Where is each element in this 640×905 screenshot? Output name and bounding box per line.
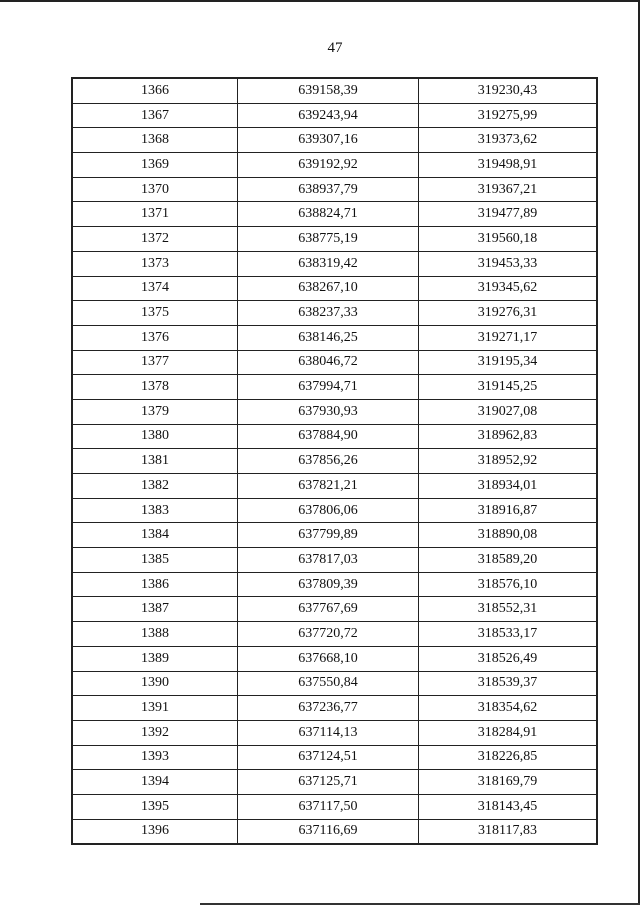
y-coordinate-cell: 318143,45 <box>419 794 598 819</box>
x-coordinate-cell: 638267,10 <box>238 276 419 301</box>
point-number-cell: 1387 <box>72 597 238 622</box>
x-coordinate-cell: 637668,10 <box>238 646 419 671</box>
point-number-cell: 1377 <box>72 350 238 375</box>
y-coordinate-cell: 318533,17 <box>419 622 598 647</box>
y-coordinate-cell: 318589,20 <box>419 548 598 573</box>
table-row <box>72 523 597 548</box>
point-number-cell: 1378 <box>72 375 238 400</box>
x-coordinate-cell: 637550,84 <box>238 671 419 696</box>
x-coordinate-cell: 637236,77 <box>238 696 419 721</box>
x-coordinate-cell: 637124,51 <box>238 745 419 770</box>
y-coordinate-cell: 319276,31 <box>419 301 598 326</box>
coordinates-table <box>71 77 598 845</box>
table-row <box>72 597 597 622</box>
y-coordinate-cell: 318952,92 <box>419 449 598 474</box>
table-row <box>72 548 597 573</box>
y-coordinate-cell: 318284,91 <box>419 720 598 745</box>
table-row <box>72 819 597 844</box>
x-coordinate-cell: 637125,71 <box>238 770 419 795</box>
x-coordinate-cell: 638824,71 <box>238 202 419 227</box>
y-coordinate-cell: 318169,79 <box>419 770 598 795</box>
table-row <box>72 128 597 153</box>
x-coordinate-cell: 637930,93 <box>238 399 419 424</box>
table-row <box>72 474 597 499</box>
table-row <box>72 720 597 745</box>
table-row <box>72 622 597 647</box>
y-coordinate-cell: 318552,31 <box>419 597 598 622</box>
point-number-cell: 1396 <box>72 819 238 844</box>
point-number-cell: 1384 <box>72 523 238 548</box>
point-number-cell: 1372 <box>72 227 238 252</box>
x-coordinate-cell: 639158,39 <box>238 78 419 103</box>
point-number-cell: 1395 <box>72 794 238 819</box>
table-row <box>72 646 597 671</box>
table-row <box>72 572 597 597</box>
point-number-cell: 1389 <box>72 646 238 671</box>
table-row <box>72 399 597 424</box>
y-coordinate-cell: 319373,62 <box>419 128 598 153</box>
table-row <box>72 325 597 350</box>
point-number-cell: 1366 <box>72 78 238 103</box>
x-coordinate-cell: 637821,21 <box>238 474 419 499</box>
y-coordinate-cell: 319453,33 <box>419 251 598 276</box>
point-number-cell: 1392 <box>72 720 238 745</box>
x-coordinate-cell: 637720,72 <box>238 622 419 647</box>
x-coordinate-cell: 638237,33 <box>238 301 419 326</box>
point-number-cell: 1386 <box>72 572 238 597</box>
y-coordinate-cell: 319195,34 <box>419 350 598 375</box>
y-coordinate-cell: 318526,49 <box>419 646 598 671</box>
table-row <box>72 794 597 819</box>
point-number-cell: 1369 <box>72 153 238 178</box>
point-number-cell: 1379 <box>72 399 238 424</box>
point-number-cell: 1380 <box>72 424 238 449</box>
x-coordinate-cell: 637856,26 <box>238 449 419 474</box>
table-row <box>72 227 597 252</box>
y-coordinate-cell: 319367,21 <box>419 177 598 202</box>
point-number-cell: 1388 <box>72 622 238 647</box>
x-coordinate-cell: 637767,69 <box>238 597 419 622</box>
table-row <box>72 745 597 770</box>
y-coordinate-cell: 319345,62 <box>419 276 598 301</box>
scan-border-top <box>0 0 640 2</box>
coordinates-table-body <box>72 78 597 844</box>
y-coordinate-cell: 319027,08 <box>419 399 598 424</box>
table-row <box>72 177 597 202</box>
point-number-cell: 1375 <box>72 301 238 326</box>
x-coordinate-cell: 637799,89 <box>238 523 419 548</box>
point-number-cell: 1368 <box>72 128 238 153</box>
point-number-cell: 1391 <box>72 696 238 721</box>
point-number-cell: 1382 <box>72 474 238 499</box>
table-row <box>72 770 597 795</box>
point-number-cell: 1394 <box>72 770 238 795</box>
point-number-cell: 1370 <box>72 177 238 202</box>
table-row <box>72 301 597 326</box>
table-row <box>72 696 597 721</box>
point-number-cell: 1385 <box>72 548 238 573</box>
x-coordinate-cell: 637809,39 <box>238 572 419 597</box>
y-coordinate-cell: 319477,89 <box>419 202 598 227</box>
y-coordinate-cell: 318354,62 <box>419 696 598 721</box>
x-coordinate-cell: 637117,50 <box>238 794 419 819</box>
y-coordinate-cell: 319275,99 <box>419 103 598 128</box>
table-row <box>72 202 597 227</box>
y-coordinate-cell: 318916,87 <box>419 498 598 523</box>
x-coordinate-cell: 637806,06 <box>238 498 419 523</box>
table-row <box>72 251 597 276</box>
point-number-cell: 1383 <box>72 498 238 523</box>
y-coordinate-cell: 318934,01 <box>419 474 598 499</box>
y-coordinate-cell: 318890,08 <box>419 523 598 548</box>
point-number-cell: 1376 <box>72 325 238 350</box>
x-coordinate-cell: 637114,13 <box>238 720 419 745</box>
point-number-cell: 1381 <box>72 449 238 474</box>
table-row <box>72 449 597 474</box>
point-number-cell: 1374 <box>72 276 238 301</box>
x-coordinate-cell: 638775,19 <box>238 227 419 252</box>
x-coordinate-cell: 638146,25 <box>238 325 419 350</box>
x-coordinate-cell: 638046,72 <box>238 350 419 375</box>
point-number-cell: 1373 <box>72 251 238 276</box>
x-coordinate-cell: 639192,92 <box>238 153 419 178</box>
y-coordinate-cell: 318576,10 <box>419 572 598 597</box>
x-coordinate-cell: 639307,16 <box>238 128 419 153</box>
x-coordinate-cell: 638937,79 <box>238 177 419 202</box>
y-coordinate-cell: 319230,43 <box>419 78 598 103</box>
table-row <box>72 424 597 449</box>
table-row <box>72 103 597 128</box>
x-coordinate-cell: 637116,69 <box>238 819 419 844</box>
table-row <box>72 78 597 103</box>
table-row <box>72 276 597 301</box>
table-row <box>72 153 597 178</box>
x-coordinate-cell: 638319,42 <box>238 251 419 276</box>
y-coordinate-cell: 319271,17 <box>419 325 598 350</box>
y-coordinate-cell: 318539,37 <box>419 671 598 696</box>
point-number-cell: 1371 <box>72 202 238 227</box>
table-row <box>72 671 597 696</box>
x-coordinate-cell: 639243,94 <box>238 103 419 128</box>
point-number-cell: 1390 <box>72 671 238 696</box>
y-coordinate-cell: 318226,85 <box>419 745 598 770</box>
y-coordinate-cell: 319145,25 <box>419 375 598 400</box>
table-row <box>72 375 597 400</box>
point-number-cell: 1367 <box>72 103 238 128</box>
x-coordinate-cell: 637884,90 <box>238 424 419 449</box>
x-coordinate-cell: 637994,71 <box>238 375 419 400</box>
x-coordinate-cell: 637817,03 <box>238 548 419 573</box>
y-coordinate-cell: 319498,91 <box>419 153 598 178</box>
y-coordinate-cell: 318117,83 <box>419 819 598 844</box>
table-row <box>72 350 597 375</box>
y-coordinate-cell: 319560,18 <box>419 227 598 252</box>
table-row <box>72 498 597 523</box>
point-number-cell: 1393 <box>72 745 238 770</box>
page-number: 47 <box>327 40 343 56</box>
y-coordinate-cell: 318962,83 <box>419 424 598 449</box>
